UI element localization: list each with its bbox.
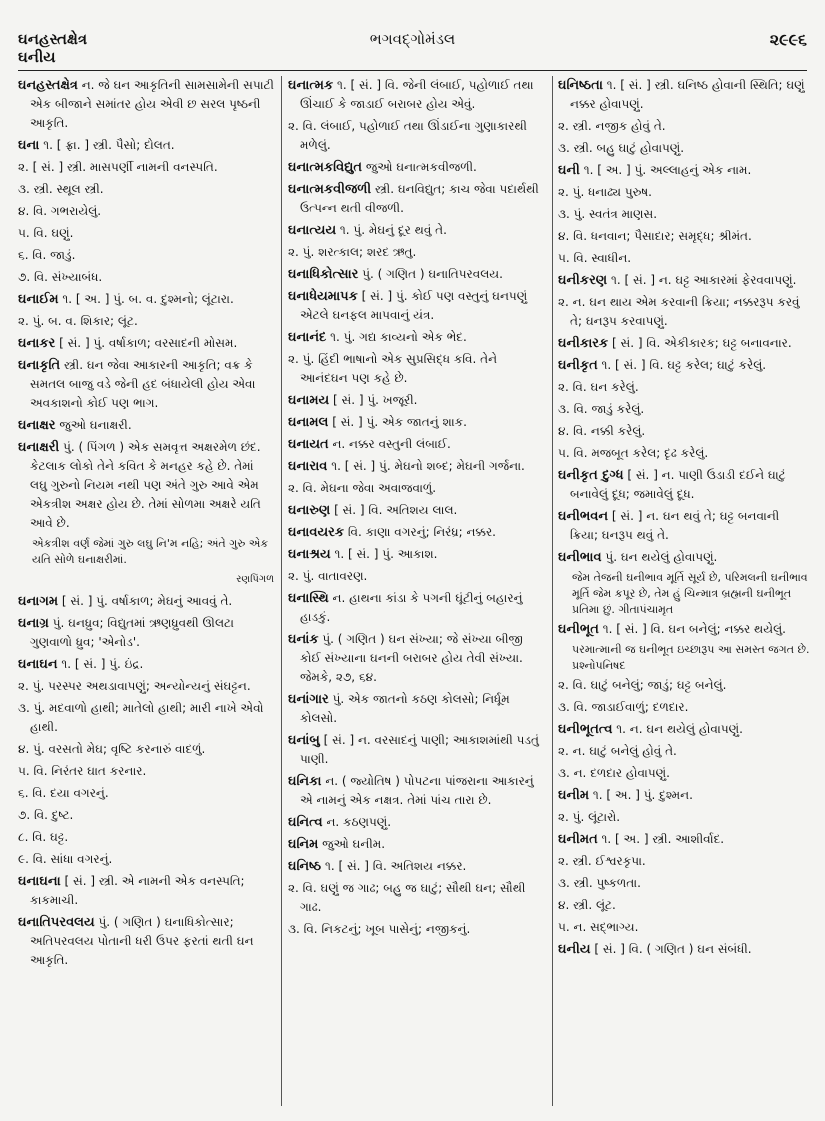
dictionary-entry [288, 835, 546, 854]
headword: ઘનામય [288, 393, 330, 408]
dictionary-entry [288, 772, 546, 810]
dictionary-entry [18, 416, 274, 435]
definition: [ સં. ] સ્ત્રી. એ નામની એક વનસ્પતિ; કાકમાચી. [30, 874, 245, 907]
dictionary-entry [288, 221, 546, 240]
definition: જુઓ ઘનાક્ષરી. [59, 418, 132, 432]
header-rule [18, 70, 807, 71]
dictionary-entry [558, 183, 810, 202]
column-2 [288, 76, 546, 1106]
dictionary-entry [288, 879, 546, 917]
dictionary-entry [288, 76, 546, 114]
headword: ઘનીમત [558, 832, 598, 847]
dictionary-entry [558, 742, 810, 761]
definition: ૮. વિ. ઘટ્ટ. [18, 830, 69, 844]
headword: ઘનીકૃત [558, 358, 598, 373]
headword: ઘનિત્વ [288, 815, 323, 830]
headword: ઘનાત્મક [288, 78, 334, 93]
dictionary-entry [288, 117, 546, 155]
headword: ઘનીકરણ [558, 273, 608, 288]
definition: પું. ( ગણિત ) ઘનાતિપરવલય. [362, 267, 503, 281]
definition: ૧. [ સં. ] ન. ઘટ્ટ આકારમાં ફેરવવાપણું. [610, 273, 797, 287]
definition: ૨. [ સં. ] સ્ત્રી. માસપર્ણી નામની વનસ્પતિ. [18, 160, 218, 174]
definition: સ્ત્રી. ઘન જેવા આકારની આકૃતિ; વક્ર કે સમતલ બાજુ વડે જેની હદ બંધાયેલી હોય એવા અવકાશનો કોઈ પણ ભાગ. [30, 358, 256, 410]
definition: ૧. [ અ. ] પું. દુશ્મન. [592, 788, 693, 802]
definition: ૯. વિ. સાંધા વગરનું. [18, 852, 113, 866]
headword: ઘનીભાવ [558, 550, 602, 565]
headword: ઘનાકર [18, 336, 56, 351]
dictionary-entry [288, 813, 546, 832]
dictionary-entry [288, 479, 546, 498]
dictionary-entry [18, 202, 274, 221]
dictionary-entry [288, 350, 546, 388]
definition: ૫. વિ. ઘણું. [18, 226, 74, 240]
dictionary-entry [288, 545, 546, 564]
definition: ન. ( જ્યોતિષ ) પોપટના પાંજરાના આકારનું એ નામનું એક નક્ષત્ર. તેમાં પાંચ તારા છે. [300, 774, 534, 807]
dictionary-entry [558, 507, 810, 545]
headword: ઘનાક્ષરી [18, 440, 60, 455]
column-3 [558, 76, 810, 1106]
definition: ૩. વિ. નિકટનું; ખૂબ પાસેનું; નજીકનું. [288, 922, 471, 936]
definition: ૫. વિ. નિરંતર ઘાત કરનાર. [18, 764, 147, 778]
definition: ૧. [ સં. ] વિ. ઘન બનેલું; નક્કર થયેલું. [602, 622, 786, 636]
definition: [ સં. ] વિ. ( ગણિત ) ઘન સંબંધી. [594, 942, 752, 956]
definition: વિ. કાણા વગરનું; નિરંધ્ર; નક્કર. [347, 525, 496, 539]
dictionary-entry [18, 740, 274, 759]
definition: ૩. વિ. જાડું કરેલું. [558, 402, 645, 416]
definition: ૨. સ્ત્રી. ઈશ્વરકૃપા. [558, 854, 646, 868]
definition: ૭. વિ. દુષ્ટ. [18, 808, 74, 822]
definition: ૨. સ્ત્રી. નજીક હોવું તે. [558, 119, 666, 133]
headword: ઘના [18, 138, 40, 153]
definition: ૪. વિ. નક્કી કરેલું. [558, 424, 646, 438]
dictionary-entry [558, 334, 810, 353]
definition: ૨. પું. પરસ્પર અથડાવાપણું; અન્યોન્યનું સંઘટ્ટન. [18, 679, 251, 693]
definition: ૪. વિ. ધનવાન; પૈસાદાર; સમૃદ્ધ; શ્રીમંત. [558, 229, 752, 243]
page-title: ભગવદ્ગોમંડલ [369, 30, 456, 48]
definition: ૨. પું. હિંદી ભાષાનો એક સુપ્રસિદ્ધ કવિ. તેને આનંદઘન પણ કહે છે. [288, 352, 498, 385]
definition: ૨. વિ. ઘાટું બનેલું; જાડું; ઘટ્ટ બનેલું. [558, 678, 727, 692]
dictionary-entry [558, 378, 810, 397]
definition: ૧. [ અ. ] સ્ત્રી. આશીર્વાદ. [601, 832, 725, 846]
definition: [ સં. ] પું. કોઈ પણ વસ્તુનું ઘનપણું એટલે ઘનફલ માપવાનું યંત્ર. [300, 289, 528, 322]
dictionary-entry [18, 592, 274, 611]
dictionary-entry [288, 287, 546, 325]
definition: ૨. પું. લૂંટારો. [558, 810, 621, 824]
dictionary-entry [558, 720, 810, 739]
dictionary-entry [18, 438, 274, 533]
dictionary-entry [18, 290, 274, 309]
dictionary-entry [558, 422, 810, 441]
citation: પરમાત્માની જ ઘનીભૂત ઇચ્છારૂપ આ સમસ્ત જગત છે. પ્રશ્નોપનિષદ [572, 643, 810, 672]
definition: ૧. [ સં. ] વિ. જેની લંબાઈ, પહોળાઈ તથા ઊંચાઈ કે જાડાઈ બરાબર હોય એવું. [300, 78, 534, 111]
dictionary-entry [18, 655, 274, 674]
definition: ૭. વિ. સંખ્યાબંધ. [18, 270, 103, 284]
definition: ૩. સ્ત્રી. પુષ્કળતા. [558, 876, 641, 890]
definition: [ સં. ] વિ. અતિશય લાલ. [334, 503, 458, 517]
definition: ૪. પું. વરસતો મેઘ; વૃષ્ટિ કરનારું વાદળું. [18, 742, 206, 756]
citation-source: રણપિંગળ [236, 574, 274, 585]
definition: પું. ઘનધ્રુવ; વિદ્યુતમાં ઋણધ્રુવથી ઊલટા ગુણવાળો ધ્રુવ; 'એનોડ'. [30, 616, 234, 649]
dictionary-entry [558, 400, 810, 419]
guide-word-first: ઘનહસ્તક્ષેત્ર [18, 30, 88, 48]
dictionary-entry [558, 918, 810, 937]
dictionary-entry [18, 699, 274, 737]
definition: ન. જે ઘન આકૃતિની સામસામેની સપાટી એક બીજાને સમાંતર હોય એવી છ સરલ પૃષ્ઠની આકૃતિ. [30, 78, 274, 130]
headword: ઘનીભવન [558, 509, 609, 524]
headword: ઘનાંગાર [288, 692, 329, 707]
definition: પું. ( પિંગળ ) એક સમવૃત્ત અક્ષરમેળ છંદ. કેટલાક લોકો તેને કવિત કે મનહર કહે છે. તેમાં લઘુ ગુરુનો નિયમ નથી પણ અંતે ગુરુ આવે એમ એકત્રીશ અક્ષર હોય છે. તેમાં સોળમા અક્ષરે યતિ આવે છે. [30, 440, 261, 530]
definition: [ સં. ] ન. પાણી ઉડાડી દઈને ઘાટું બનાવેલું દૂધ; જમાવેલું દૂધ. [570, 468, 786, 501]
definition: [ સં. ] વિ. એકીકારક; ઘટ્ટ બનાવનાર. [611, 336, 792, 350]
headword: ઘનિષ્ઠતા [558, 78, 603, 93]
column-divider [281, 76, 282, 1106]
dictionary-entry [18, 913, 274, 970]
dictionary-entry [558, 117, 810, 136]
dictionary-entry [558, 852, 810, 871]
dictionary-entry [288, 523, 546, 542]
dictionary-entry [288, 920, 546, 939]
dictionary-entry [18, 677, 274, 696]
dictionary-entry [288, 857, 546, 876]
dictionary-entry [288, 690, 546, 728]
headword: ઘનીમ [558, 788, 590, 803]
dictionary-entry [558, 896, 810, 915]
headword: ઘનાગમ [18, 594, 59, 609]
page-number: ૨૯૯૬ [769, 30, 807, 49]
definition: ૨. વિ. ઘન કરેલું. [558, 380, 639, 394]
definition: ૨. પું. ધનાઢ્ય પુરુષ. [558, 185, 652, 199]
dictionary-entry [558, 249, 810, 268]
dictionary-entry [18, 136, 274, 155]
headword: ઘનામલ [288, 415, 329, 430]
definition: ૩. ન. દળદાર હોવાપણું. [558, 766, 670, 780]
headword: ઘનાંબુ [288, 733, 320, 748]
dictionary-entry [288, 567, 546, 586]
headword: ઘનીભૂતત્વ [558, 722, 613, 737]
dictionary-entry [558, 444, 810, 463]
dictionary-entry [18, 872, 274, 910]
dictionary-entry [558, 271, 810, 290]
definition: ન. કઠણપણું. [326, 815, 392, 829]
definition: ૧. પું. મેઘનું દૂર થવું તે. [339, 223, 447, 237]
headword: ઘનહસ્તક્ષેત્ર [18, 78, 78, 93]
headword: ઘનીભૂત [558, 622, 599, 637]
definition: ૩. સ્ત્રી. બહુ ઘાટું હોવાપણું. [558, 141, 685, 155]
definition: ૧. [ સં. ] પું. ઇંદ્ર. [61, 657, 144, 671]
dictionary-entry [18, 246, 274, 265]
dictionary-entry [288, 265, 546, 284]
dictionary-entry [18, 224, 274, 243]
headword: ઘનાત્મકવીજળી [288, 182, 372, 197]
definition: ૨. ન. ઘાટું બનેલું હોવું તે. [558, 744, 677, 758]
headword: ઘનાત્યય [288, 223, 337, 238]
definition: ૩. વિ. જાડાઈવાળું; દળદાર. [558, 700, 689, 714]
dictionary-entry [558, 786, 810, 805]
dictionary-entry [288, 180, 546, 218]
headword: ઘનાઘના [18, 874, 61, 889]
headword: ઘનીકારક [558, 336, 609, 351]
dictionary-entry [18, 762, 274, 781]
dictionary-entry [18, 180, 274, 199]
headword: ઘની [558, 163, 580, 178]
headword: ઘનાઈમ [18, 292, 59, 307]
definition: ૨. પું. શરત્કાલ; શરદ ઋતુ. [288, 245, 417, 259]
headword: ઘનાધેયમાપક [288, 289, 358, 304]
definition: જુઓ ઘનાત્મકવીજળી. [365, 160, 477, 174]
definition: [ સં. ] ન. ઘન થવું તે; ઘટ્ટ બનવાની ક્રિયા; ઘનરૂપ થવું તે. [570, 509, 780, 542]
headword: ઘનિમ [288, 837, 319, 852]
headword: ઘનાત્મકવિદ્યુત [288, 160, 363, 175]
dictionary-entry [18, 850, 274, 869]
citation: એકત્રીશ વર્ણ જેમાં ગુરુ લઘુ નિ'મ નહિ; અંતે ગુરુ એક યતિ સોળે ઘનાક્ષરીમાં. [32, 537, 269, 566]
dictionary-entry [18, 158, 274, 177]
headword: ઘનાક્ષર [18, 418, 56, 433]
headword: ઘનાસ્થિ [288, 591, 329, 606]
definition: [ સં. ] ન. વરસાદનું પાણી; આકાશમાંથી પડતું પાણી. [300, 733, 539, 766]
dictionary-entry [288, 457, 546, 476]
column-1 [18, 76, 274, 1106]
definition: ૧. [ સં. ] પું. મેઘનો શબ્દ; મેઘની ગર્જના. [331, 459, 525, 473]
headword: ઘનાવયરક [288, 525, 345, 540]
definition: ૧. ન. ઘન થયેલું હોવાપણું. [616, 722, 743, 736]
dictionary-entry [558, 205, 810, 224]
definition: [ સં. ] પું. વર્ષાકાળ; મેઘનું આવવું તે. [61, 594, 233, 608]
dictionary-entry [288, 243, 546, 262]
definition: ૨. પું. વાતાવરણ. [288, 569, 368, 583]
dictionary-entry [18, 806, 274, 825]
definition: ૧. [ અ. ] પું. અલ્લાહનું એક નામ. [583, 163, 752, 177]
definition: ૪. સ્ત્રી. લૂંટ. [558, 898, 616, 912]
headword: ઘનીય [558, 942, 591, 957]
definition: ૧. [ સં. ] પું. આકાશ. [334, 547, 438, 561]
dictionary-entry [558, 808, 810, 827]
dictionary-entry [288, 501, 546, 520]
headword: ઘનીકૃત દુગ્ધ [558, 468, 624, 483]
headword: ઘનારુણ [288, 503, 331, 518]
definition: ૨. ન. ઘન થાય એમ કરવાની ક્રિયા; નક્કરરૂપ કરવું તે; ઘનરૂપ કરવાપણું. [558, 295, 800, 328]
dictionary-entry [558, 356, 810, 375]
dictionary-entry [558, 830, 810, 849]
column-divider [552, 76, 553, 1106]
headword: ઘનાનંદ [288, 330, 327, 345]
headword: ઘનિષ્ઠ [288, 859, 322, 874]
dictionary-entry [18, 268, 274, 287]
definition: ન. નક્કર વસ્તુની લંબાઈ. [332, 437, 451, 451]
definition: ૧. [ અ. ] પું. બ. વ. દુશ્મનો; લૂંટારા. [62, 292, 234, 306]
dictionary-entry [18, 614, 274, 652]
definition: ૩. પું. સ્વતંત્ર માણસ. [558, 207, 658, 221]
definition: ૧. [ સં. ] વિ. અતિશય નક્કર. [324, 859, 467, 873]
dictionary-entry [558, 676, 810, 695]
headword: ઘનાયત [288, 437, 329, 452]
dictionary-entry [558, 76, 810, 114]
definition: ૩. પું. મદવાળો હાથી; માતેલો હાથી; મારી નાખે એવો હાથી. [18, 701, 264, 734]
dictionary-entry [558, 139, 810, 158]
definition: ૩. સ્ત્રી. સ્થૂલ સ્ત્રી. [18, 182, 104, 196]
dictionary-entry [558, 874, 810, 893]
definition: ૧. [ સં. ] વિ. ઘટ્ટ કરેલ; ઘાટું કરેલું. [601, 358, 767, 372]
dictionary-entry [558, 227, 810, 246]
page-header [18, 30, 807, 70]
definition: ૧. પું. ગદ્ય કાવ્યનો એક ભેદ. [330, 330, 467, 344]
dictionary-entry [288, 413, 546, 432]
headword: ઘનિકા [288, 774, 322, 789]
definition: સ્ત્રી. ઘનવિદ્યુત; કાચ જેવા પદાર્થથી ઉત્પન્ન થતી વીજળી. [300, 182, 539, 215]
definition: જુઓ ઘનીમ. [322, 837, 386, 851]
headword: ઘનાશ્રય [288, 547, 331, 562]
dictionary-entry [18, 312, 274, 331]
definition: ૬. વિ. જાડું. [18, 248, 76, 262]
definition: [ સં. ] પું. વર્ષાકાળ; વરસાદની મોસમ. [59, 336, 238, 350]
dictionary-entry [18, 334, 274, 353]
dictionary-entry [18, 784, 274, 803]
definition: ૨. વિ. મેઘના જેવા અવાજવાળું. [288, 481, 437, 495]
dictionary-entry [288, 435, 546, 454]
definition: ૨. વિ. ઘણું જ ગાઢ; બહુ જ ઘાટું; સૌથી ઘન; સૌથી ગાઢ. [288, 881, 526, 914]
definition: ૬. વિ. દયા વગરનું. [18, 786, 109, 800]
dictionary-entry [558, 620, 810, 639]
dictionary-entry [18, 76, 274, 133]
headword: ઘનાંક [288, 632, 319, 647]
dictionary-entry [558, 466, 810, 504]
headword: ઘનાતિપરવલય [18, 915, 95, 930]
dictionary-entry [288, 328, 546, 347]
dictionary-entry [558, 764, 810, 783]
dictionary-entry [558, 940, 810, 959]
dictionary-entry [288, 630, 546, 687]
dictionary-entry [558, 698, 810, 717]
headword: ઘનાકૃતિ [18, 358, 61, 373]
definition: પું. ( ગણિત ) ઘનાધિકોત્સાર; અતિપરવલય પોતાની ધરી ઉપર ફરતાં થતી ઘન આકૃતિ. [30, 915, 254, 967]
dictionary-entry [558, 161, 810, 180]
dictionary-entry [288, 158, 546, 177]
headword: ઘનારાવ [288, 459, 328, 474]
definition: ૧. [ ફ્રા. ] સ્ત્રી. પૈસો; દોલત. [43, 138, 175, 152]
definition: ૫. વિ. મજબૂત કરેલ; દૃઢ કરેલું. [558, 446, 709, 460]
dictionary-entry [288, 589, 546, 627]
definition: ૨. પું. બ. વ. શિકાર; લૂંટ. [18, 314, 138, 328]
dictionary-entry [288, 731, 546, 769]
dictionary-entry [558, 548, 810, 567]
definition: [ સં. ] પું. એક જાતનું શાક. [332, 415, 467, 429]
dictionary-entry [288, 391, 546, 410]
headword: ઘનાઘન [18, 657, 58, 672]
definition: ન. હાથના કાંડા કે પગની ઘૂંટીનું બહારનું હાડકું. [300, 591, 523, 624]
definition: પું. ઘન થયેલું હોવાપણું. [605, 550, 718, 564]
dictionary-entry [18, 828, 274, 847]
definition: ૧. [ સં. ] સ્ત્રી. ઘનિષ્ઠ હોવાની સ્થિતિ; ઘણું નક્કર હોવાપણું. [570, 78, 805, 111]
definition: ૫. ન. સદ્ભાગ્ય. [558, 920, 639, 934]
headword: ઘનાગ્ર [18, 616, 49, 631]
definition: પું. એક જાતનો કઠણ કોલસો; નિર્ધૂમ કોલસો. [300, 692, 510, 725]
definition: [ સં. ] પું. ખજૂરી. [333, 393, 418, 407]
citation: જેમ તેજની ઘનીભાવ મૂર્તિ સૂર્ય છે, પરિમલની ઘનીભાવ મૂર્તિ જેમ કપૂર છે, તેમ હું ચિન્માત્ર બ્રહ્મની ઘનીભૂત પ્રતિમા છું. ગીતાપંચામૃત [572, 571, 808, 616]
headword: ઘનાધિકોત્સાર [288, 267, 359, 282]
dictionary-entry [558, 293, 810, 331]
definition: પું. ( ગણિત ) ઘન સંખ્યા; જે સંખ્યા બીજી કોઈ સંખ્યાના ઘનની બરાબર હોય તેવી સંખ્યા. જેમકે, ૨૭, ૬૪. [300, 632, 523, 684]
definition: ૨. વિ. લંબાઈ, પહોળાઈ તથા ઊંડાઈના ગુણાકારથી મળેલું. [288, 119, 527, 152]
dictionary-entry [18, 356, 274, 413]
definition: ૪. વિ. ગભરાયેલું. [18, 204, 102, 218]
guide-word-last: ઘનીય [18, 48, 56, 66]
definition: ૫. વિ. સ્વાધીન. [558, 251, 632, 265]
